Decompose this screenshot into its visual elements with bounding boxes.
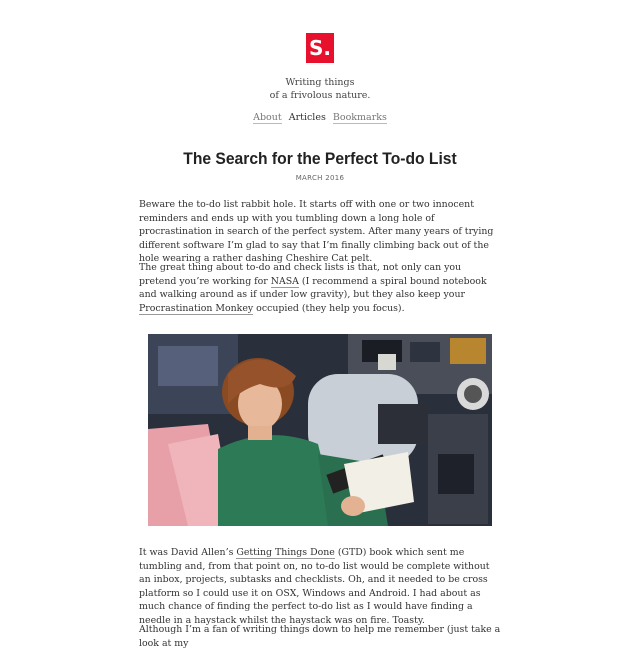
procrastination-monkey-link[interactable]: Procrastination Monkey [139,302,254,314]
paragraph-intro: Beware the to-do list rabbit hole. It starts off with one or two innocent reminders and ends up with you tumbling down a long hole of procrastination in search of the perfect system. After many years of trying different software I’m glad to say that I’m finally climbing back out of the hole wearing a rather dashing Cheshire Cat pelt. [139,199,494,265]
tagline-line-2: of a frivolous nature. [269,90,371,101]
paragraph-nasa [139,261,501,315]
p3-text-2: (GTD) book which sent me tumbling and, from that point on, no to-do list would be complete without an inbox, projects, subtasks and checklists. Oh, and it needed to be cross platform so I could use it on OSX, Windows and Android. I had about as much chance of finding the perfect to-do list as I would have finding a needle in a haystack whilst the haystack was on fire. Toasty. [139,547,490,626]
tagline-line-1: Writing things [285,77,355,88]
main-nav [0,111,640,124]
site-tagline [0,76,640,102]
article-date: MARCH 2016 [295,174,345,182]
site-logo[interactable]: S. [306,33,334,63]
p2-text-3: occupied (they help you focus). [253,302,405,314]
paragraph-gtd [139,546,501,628]
p2-text-1: The great thing about to-do and check lists is that, not only can you pretend you’re working for [139,262,462,287]
astronaut-photo [148,334,492,526]
nav-about[interactable]: About [253,112,282,123]
p3-text-1: It was David Allen’s [139,547,237,558]
nav-bookmarks[interactable]: Bookmarks [332,112,387,123]
article-title: The Search for the Perfect To-do List [183,149,457,168]
getting-things-done-link[interactable]: Getting Things Done [236,547,335,558]
paragraph-writing: Although I’m a fan of writing things down to help me remember (just take a look at my [139,624,501,649]
nasa-link[interactable]: NASA [270,275,299,287]
p2-text-2: (I recommend a spiral bound notebook and walking around as if under low gravity), but they also keep your [139,275,487,301]
nav-articles[interactable]: Articles [288,112,326,123]
